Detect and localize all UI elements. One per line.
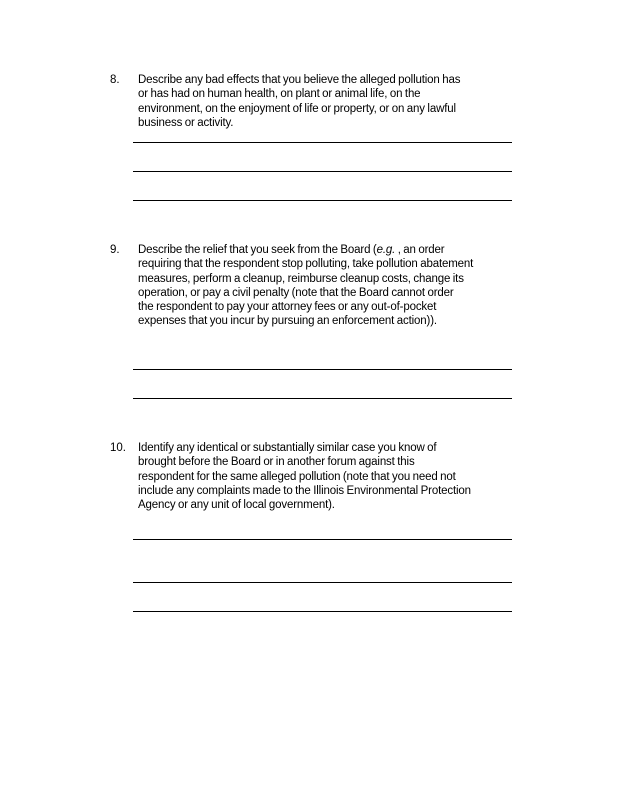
question-9-line xyxy=(138,243,514,257)
question-9-line: measures, perform a cleanup, reimburse cleanup costs, change its xyxy=(138,272,464,285)
question-9-line: the respondent to pay your attorney fees or any out-of-pocket xyxy=(138,301,437,314)
question-9-line1-italic: e.g. xyxy=(376,244,396,256)
question-9-line: operation, or pay a civil penalty (note that the Board cannot order xyxy=(138,286,454,299)
question-10-line: Agency or any unit of local government). xyxy=(138,499,335,512)
answer-line-8-2[interactable] xyxy=(133,171,512,172)
question-9-line1-post: , an order xyxy=(395,244,445,256)
answer-line-9-2[interactable] xyxy=(133,398,512,399)
question-8-line: business or activity. xyxy=(138,116,234,129)
question-9-text xyxy=(138,243,514,329)
question-8-line: Describe any bad effects that you believe the alleged pollution has xyxy=(138,74,461,86)
question-8-line: environment, on the enjoyment of life or property, or on any lawful xyxy=(138,102,456,115)
question-10-number: 10. xyxy=(110,442,126,454)
question-8-text xyxy=(138,73,514,130)
question-9-line: requiring that the respondent stop polluting, take pollution abatement xyxy=(138,258,474,271)
question-8-line: or has had on human health, on plant or animal life, on the xyxy=(138,88,421,101)
question-10-line: include any complaints made to the Illinois Environmental Protection xyxy=(138,484,471,497)
answer-line-10-1[interactable] xyxy=(133,539,512,540)
question-10-line: respondent for the same alleged pollution (note that you need not xyxy=(138,470,456,483)
question-9-line: expenses that you incur by pursuing an enforcement action)). xyxy=(138,315,437,328)
answer-line-10-3[interactable] xyxy=(133,611,512,612)
answer-line-10-2[interactable] xyxy=(133,582,512,583)
answer-line-9-1[interactable] xyxy=(133,369,512,370)
answer-line-8-1[interactable] xyxy=(133,142,512,143)
question-10-text xyxy=(138,441,514,512)
question-9-line1-pre: Describe the relief that you seek from the Board ( xyxy=(138,244,377,256)
question-8-number: 8. xyxy=(110,74,120,86)
question-10-line: brought before the Board or in another forum against this xyxy=(138,456,415,469)
question-10-line: Identify any identical or substantially similar case you know of xyxy=(138,442,437,454)
question-9-number: 9. xyxy=(110,244,120,256)
answer-line-8-3[interactable] xyxy=(133,200,512,201)
